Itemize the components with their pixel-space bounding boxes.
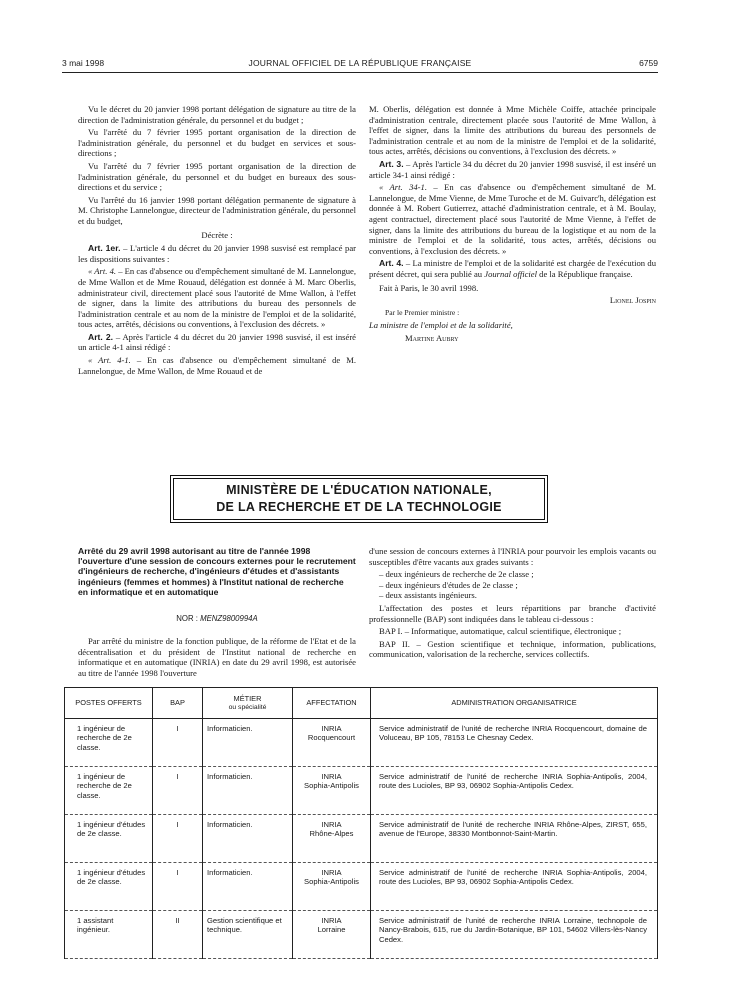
postes-table — [64, 687, 658, 959]
cell-postes: 1 ingénieur d'études de 2e classe. — [65, 815, 153, 863]
arrete-column-left — [78, 636, 356, 680]
list-item: – deux ingénieurs de recherche de 2e classe ; — [379, 569, 534, 580]
quote-text: – En cas d'absence ou d'empêchement simultané de M. Lannelongue, de Mme Wallon et de Mme Rouaud, délégation est donnée à M. Marc Oberlis, administrateur civil, directement placé sous l'autorité de Mme Wallon, à l'effet de signer, dans la limite des attributions du bureau des personnels de l'administration centrale et au nom de la ministre de l'emploi et de la solidarité, tous actes, arrêtés, décisions ou conventions, à l'exclusion des décrets. » — [78, 266, 357, 330]
cell-bap: I — [153, 767, 203, 815]
arrete-column-right — [369, 546, 656, 662]
cell-postes: 1 assistant ingénieur. — [65, 911, 153, 959]
ministre-title: La ministre de l'emploi et de la solidarité, — [369, 320, 513, 331]
quote-label: « Art. 4. — [88, 266, 117, 277]
decree-column-right — [369, 104, 656, 345]
header-affectation: AFFECTATION — [293, 688, 371, 719]
bap-1-paragraph: BAP I. – Informatique, automatique, calcul scientifique, électronique ; — [379, 626, 622, 637]
arrete-continuation: d'une session de concours externes à l'INRIA pour pourvoir les emplois vacants ou susceptibles d'être vacants aux grades suivants : — [369, 546, 656, 567]
ministry-line-1: MINISTÈRE DE L'ÉDUCATION NATIONALE, — [226, 483, 492, 497]
quote-label: « Art. 34-1. — [379, 182, 427, 193]
cell-admin: Service administratif de l'unité de recherche INRIA Sophia-Antipolis, 2004, route des Lucioles, BP 93, 06902 Sophia-Antipolis Cedex. — [371, 863, 658, 911]
quote-label: « Art. 4-1. — [88, 355, 131, 366]
header-metier — [203, 688, 293, 719]
ministry-heading-box — [173, 478, 545, 520]
signature-jospin: Lionel Jospin — [609, 295, 656, 306]
header-date: 3 mai 1998 — [62, 58, 105, 68]
header-metier-label: MÉTIER — [233, 693, 262, 703]
article-label: Art. 4. — [379, 258, 404, 269]
article-text: – Après l'article 34 du décret du 20 janvier 1998 susvisé, il est inséré un article 34-1 ainsi rédigé : — [369, 158, 656, 180]
cell-affectation — [293, 719, 371, 767]
article-3-quote — [369, 182, 656, 256]
article-4 — [369, 258, 656, 279]
cell-bap: I — [153, 815, 203, 863]
article-1-quote — [78, 266, 356, 330]
table-row — [65, 863, 658, 911]
affectation-site: Sophia-Antipolis — [304, 877, 359, 887]
list-item: – deux assistants ingénieurs. — [379, 590, 477, 601]
par-premier-ministre: Par le Premier ministre : — [385, 307, 460, 317]
cell-admin: Service administratif de l'unité de recherche INRIA Lorraine, technopole de Nancy-Brabois, 615, rue du Jardin-Botanique, BP 101, 54602 Villers-lès-Nancy Cedex. — [371, 911, 658, 959]
table-row — [65, 911, 658, 959]
article-1 — [78, 243, 356, 264]
affectation-site: Lorraine — [317, 925, 346, 935]
cell-admin: Service administratif de l'unité de recherche INRIA Rhône-Alpes, ZIRST, 655, avenue de l'Europe, 38330 Montbonnot-Saint-Martin. — [371, 815, 658, 863]
header-page-number: 6759 — [639, 58, 658, 68]
table-row — [65, 719, 658, 767]
cell-affectation — [293, 911, 371, 959]
article-label: Art. 1er. — [88, 243, 121, 254]
header-admin: ADMINISTRATION ORGANISATRICE — [371, 688, 658, 719]
cell-bap: II — [153, 911, 203, 959]
article-text: – Après l'article 4 du décret du 20 janvier 1998 susvisé, il est inséré un article 4-1 ainsi rédigé : — [78, 331, 356, 353]
cell-postes: 1 ingénieur de recherche de 2e classe. — [65, 767, 153, 815]
cell-metier: Informaticien. — [203, 863, 293, 911]
page-header — [62, 58, 658, 73]
header-metier-sub: ou spécialité — [228, 704, 267, 711]
affectation-org: INRIA — [321, 772, 342, 781]
header-bap: BAP — [153, 688, 203, 719]
signature-aubry: Martine Aubry — [405, 332, 459, 343]
journal-name: Journal officiel — [484, 268, 538, 279]
cell-admin: Service administratif de l'unité de recherche INRIA Rocquencourt, domaine de Voluceau, BP 105, 78153 Le Chesnay Cedex. — [371, 719, 658, 767]
cell-postes: 1 ingénieur de recherche de 2e classe. — [65, 719, 153, 767]
quote-text: – En cas d'absence ou d'empêchement simultané de M. Lannelongue, de Mme Wallon, de Mme Rouaud et de — [78, 355, 356, 376]
cell-metier: Informaticien. — [203, 815, 293, 863]
decrete-heading: Décrète : — [201, 229, 233, 240]
cell-affectation — [293, 863, 371, 911]
nor-label: NOR : — [176, 614, 201, 623]
cell-affectation — [293, 815, 371, 863]
list-item: – deux ingénieurs d'études de 2e classe ; — [379, 579, 518, 590]
affectation-site: Rhône-Alpes — [309, 829, 354, 839]
article-3 — [369, 159, 656, 180]
nor-reference — [78, 614, 356, 623]
arrete-title: Arrêté du 29 avril 1998 autorisant au titre de l'année 1998 l'ouverture d'une session de concours externes pour le recrutement d'ingénieurs de recherche, d'ingénieurs d'études et d'assistants ingénieurs (femmes et hommes) à l'Institut national de recherche en informatique et en automatique — [78, 546, 356, 597]
article-text: de la République française. — [537, 268, 633, 279]
cell-admin: Service administratif de l'unité de recherche INRIA Sophia-Antipolis, 2004, route des Lucioles, BP 93, 06902 Sophia-Antipolis Cedex. — [371, 767, 658, 815]
affectation-paragraph: L'affectation des postes et leurs répartitions par branche d'activité professionnelle (BAP) sont indiquées dans le tableau ci-dessous : — [369, 602, 656, 624]
header-postes: POSTES OFFERTS — [65, 688, 153, 719]
article-text: – L'article 4 du décret du 20 janvier 1998 susvisé est remplacé par les dispositions suivantes : — [78, 243, 356, 264]
cell-bap: I — [153, 863, 203, 911]
affectation-org: INRIA — [321, 820, 342, 829]
article-2 — [78, 332, 356, 353]
decree-column-left — [78, 104, 356, 378]
article-2-quote — [78, 355, 356, 376]
visa-paragraph: Vu le décret du 20 janvier 1998 portant délégation de signature au titre de la direction de l'administration générale, du personnel et du budget ; — [78, 104, 356, 125]
quote-text: – En cas d'absence ou d'empêchement simultané de M. Lannelongue, de Mme Vienne, de Mme Turoche et de M. Guivarc'h, délégation est donnée à M. Robert Gutierrez, attaché d'administration centrale, et à M. Boulay, agent contractuel, directement placé sous l'autorité de Mme Vienne, à l'effet de signer, dans la limite des attributions du bureau de la logistique et au nom de la ministre de l'emploi et de la solidarité, tous actes, arrêtés, décisions ou conventions, à l'exclusion des décrets. » — [369, 182, 656, 256]
table-header-row — [65, 688, 658, 719]
cell-metier: Informaticien. — [203, 767, 293, 815]
affectation-org: INRIA — [321, 724, 342, 733]
article-label: Art. 3. — [379, 158, 404, 169]
fait-a-paris: Fait à Paris, le 30 avril 1998. — [379, 282, 479, 293]
cell-affectation — [293, 767, 371, 815]
quote-continuation: M. Oberlis, délégation est donnée à Mme Michèle Coiffe, attachée principale d'administration centrale, directement placée sous l'autorité de Mme Wallon, à l'effet de signer, dans la limite des attributions du bureau des personnels de l'administration centrale et au nom de la ministre de l'emploi et de la solidarité, tous actes, arrêtés, décisions ou conventions, à l'exclusion des décrets. » — [369, 104, 656, 157]
visa-paragraph: Vu l'arrêté du 7 février 1995 portant organisation de la direction de l'administration générale, du personnel et du budget en bureaux des sous-directions et du service ; — [78, 160, 356, 193]
cell-metier: Gestion scientifique et technique. — [203, 911, 293, 959]
table-row — [65, 815, 658, 863]
visa-paragraph: Vu l'arrêté du 16 janvier 1998 portant délégation permanente de signature à M. Christophe Lannelongue, directeur de l'administration générale, du personnel et du budget, — [78, 194, 356, 226]
article-label: Art. 2. — [88, 331, 114, 342]
nor-code: MENZ9800994A — [200, 614, 258, 623]
header-journal-title: JOURNAL OFFICIEL DE LA RÉPUBLIQUE FRANÇAISE — [248, 58, 472, 68]
visa-paragraph: Vu l'arrêté du 7 février 1995 portant organisation de la direction de l'administration générale, du personnel et du budget en services et sous-directions ; — [78, 127, 356, 159]
cell-metier: Informaticien. — [203, 719, 293, 767]
grades-list — [369, 569, 656, 601]
affectation-site: Rocquencourt — [307, 733, 356, 743]
cell-bap: I — [153, 719, 203, 767]
affectation-org: INRIA — [321, 916, 342, 925]
table-row — [65, 767, 658, 815]
cell-postes: 1 ingénieur d'études de 2e classe. — [65, 863, 153, 911]
article-text: – La ministre de l'emploi et de la solidarité est chargée de l'exécution du présent décret, qui sera publié au — [369, 258, 656, 279]
affectation-site: Sophia-Antipolis — [304, 781, 359, 791]
bap-2-paragraph: BAP II. – Gestion scientifique et technique, information, publications, communication, valorisation de la recherche, services collectifs. — [369, 638, 656, 660]
arrete-paragraph: Par arrêté du ministre de la fonction publique, de la réforme de l'Etat et de la décentralisation et du président de l'Institut national de recherche en informatique et en automatique (INRIA) en date du 29 avril 1998, est autorisée au titre de l'année 1998 l'ouverture — [78, 636, 356, 678]
affectation-org: INRIA — [321, 868, 342, 877]
ministry-line-2: DE LA RECHERCHE ET DE LA TECHNOLOGIE — [216, 500, 502, 514]
